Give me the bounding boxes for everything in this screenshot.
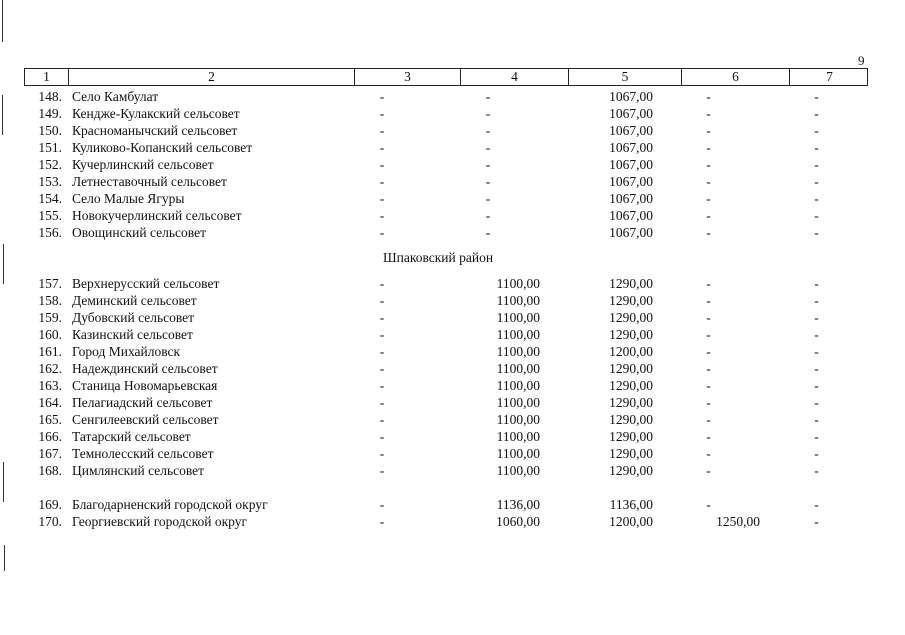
cell-col-7: - — [814, 446, 819, 461]
row-number: 153. — [38, 174, 62, 189]
cell-col-5: 1290,00 — [609, 378, 653, 393]
cell-col-4: - — [485, 123, 491, 138]
cell-col-5: 1067,00 — [609, 208, 653, 223]
row-name: Летнеставочный сельсовет — [72, 174, 227, 189]
cell-col-7: - — [814, 310, 819, 325]
row-number: 159. — [38, 310, 62, 325]
row-name: Село Камбулат — [72, 89, 159, 104]
row-number: 150. — [38, 123, 62, 138]
page-number: 9 — [858, 53, 865, 68]
cell-col-7: - — [814, 140, 819, 155]
row-name: Казинский сельсовет — [72, 327, 193, 342]
row-number: 148. — [38, 89, 62, 104]
cell-col-3: - — [379, 208, 385, 223]
row-name: Верхнерусский сельсовет — [72, 276, 220, 291]
cell-col-5: 1290,00 — [609, 293, 653, 308]
table-row — [0, 462, 905, 479]
cell-col-3: - — [379, 276, 385, 291]
cell-col-5: 1067,00 — [609, 106, 653, 121]
row-spacer — [0, 479, 905, 496]
cell-col-7: - — [814, 327, 819, 342]
column-header-5: 5 — [569, 69, 682, 85]
cell-col-6: - — [706, 378, 711, 393]
cell-col-3: - — [379, 395, 385, 410]
table-body — [0, 88, 905, 530]
table-row — [0, 428, 905, 445]
column-header-4: 4 — [461, 69, 569, 85]
cell-col-4: 1060,00 — [496, 514, 540, 529]
table-row — [0, 224, 905, 241]
column-header-7: 7 — [826, 69, 833, 84]
table-row — [0, 292, 905, 309]
cell-col-6: - — [706, 429, 711, 444]
row-name: Цимлянский сельсовет — [72, 463, 205, 478]
cell-col-7: - — [814, 89, 819, 104]
cell-col-3: - — [379, 123, 385, 138]
cell-col-5: 1290,00 — [609, 310, 653, 325]
row-name: Село Малые Ягуры — [72, 191, 185, 206]
cell-col-7: - — [814, 497, 819, 512]
table-row — [0, 496, 905, 513]
cell-col-3: - — [379, 310, 385, 325]
cell-col-6: - — [706, 327, 711, 342]
cell-col-4: - — [485, 157, 491, 172]
cell-col-4: 1100,00 — [496, 327, 540, 342]
cell-col-5: 1290,00 — [609, 412, 653, 427]
cell-col-7: - — [814, 208, 819, 223]
cell-col-4: - — [485, 225, 491, 240]
scan-mark — [2, 0, 3, 42]
cell-col-5: 1067,00 — [609, 123, 653, 138]
table-row — [0, 207, 905, 224]
cell-col-4: 1100,00 — [496, 463, 540, 478]
row-number: 156. — [38, 225, 62, 240]
cell-col-4: 1100,00 — [496, 310, 540, 325]
row-name: Надеждинский сельсовет — [72, 361, 218, 376]
row-number: 149. — [38, 106, 62, 121]
cell-col-6: - — [706, 497, 711, 512]
cell-col-3: - — [379, 412, 385, 427]
row-number: 155. — [38, 208, 62, 223]
cell-col-3: - — [379, 327, 385, 342]
cell-col-4: - — [485, 140, 491, 155]
table-header — [24, 68, 868, 86]
row-number: 168. — [38, 463, 62, 478]
row-name: Красноманычский сельсовет — [72, 123, 238, 138]
row-name: Пелагиадский сельсовет — [72, 395, 213, 410]
row-name: Куликово-Копанский сельсовет — [72, 140, 253, 155]
row-number: 161. — [38, 344, 62, 359]
cell-col-6: - — [706, 344, 711, 359]
cell-col-5: 1290,00 — [609, 429, 653, 444]
table-row — [0, 445, 905, 462]
cell-col-3: - — [379, 344, 385, 359]
cell-col-5: 1290,00 — [609, 395, 653, 410]
cell-col-3: - — [379, 446, 385, 461]
row-number: 164. — [38, 395, 62, 410]
cell-col-7: - — [814, 412, 819, 427]
cell-col-5: 1067,00 — [609, 89, 653, 104]
table-row — [0, 360, 905, 377]
cell-col-3: - — [379, 463, 385, 478]
cell-col-6: - — [706, 140, 711, 155]
row-name: Деминский сельсовет — [72, 293, 197, 308]
cell-col-7: - — [814, 395, 819, 410]
cell-col-3: - — [379, 140, 385, 155]
cell-col-4: 1100,00 — [496, 446, 540, 461]
cell-col-6: - — [706, 310, 711, 325]
cell-col-6: - — [706, 395, 711, 410]
cell-col-6: - — [706, 106, 711, 121]
cell-col-6: - — [706, 191, 711, 206]
row-number: 154. — [38, 191, 62, 206]
cell-col-6: - — [706, 276, 711, 291]
table-row — [0, 88, 905, 105]
row-number: 151. — [38, 140, 62, 155]
cell-col-7: - — [814, 344, 819, 359]
cell-col-6: - — [706, 157, 711, 172]
row-number: 165. — [38, 412, 62, 427]
cell-col-5: 1290,00 — [609, 463, 653, 478]
cell-col-4: 1100,00 — [496, 344, 540, 359]
cell-col-5: 1290,00 — [609, 327, 653, 342]
cell-col-6: - — [706, 293, 711, 308]
row-number: 163. — [38, 378, 62, 393]
row-name: Город Михайловск — [72, 344, 181, 359]
table-row — [0, 343, 905, 360]
row-name: Кучерлинский сельсовет — [72, 157, 214, 172]
row-name: Дубовский сельсовет — [72, 310, 195, 325]
cell-col-4: 1100,00 — [496, 429, 540, 444]
table-row — [0, 411, 905, 428]
table-row — [0, 190, 905, 207]
column-header-3: 3 — [355, 69, 461, 85]
table-row — [0, 139, 905, 156]
table-row — [0, 105, 905, 122]
cell-col-7: - — [814, 463, 819, 478]
cell-col-6: - — [706, 123, 711, 138]
section-title-text: Шпаковский район — [383, 250, 494, 265]
cell-col-7: - — [814, 361, 819, 376]
table-row — [0, 513, 905, 530]
table-row — [0, 326, 905, 343]
cell-col-6: 1250,00 — [716, 514, 760, 529]
cell-col-4: 1100,00 — [496, 412, 540, 427]
cell-col-6: - — [706, 89, 711, 104]
cell-col-3: - — [379, 174, 385, 189]
cell-col-5: 1067,00 — [609, 174, 653, 189]
cell-col-6: - — [706, 225, 711, 240]
cell-col-3: - — [379, 157, 385, 172]
row-name: Темнолесский сельсовет — [72, 446, 214, 461]
column-header-2: 2 — [69, 69, 355, 85]
section-title — [0, 241, 905, 275]
cell-col-6: - — [706, 208, 711, 223]
row-number: 160. — [38, 327, 62, 342]
cell-col-5: 1067,00 — [609, 157, 653, 172]
cell-col-3: - — [379, 429, 385, 444]
cell-col-6: - — [706, 174, 711, 189]
cell-col-4: 1100,00 — [496, 361, 540, 376]
cell-col-4: 1100,00 — [496, 276, 540, 291]
cell-col-7: - — [814, 174, 819, 189]
cell-col-7: - — [814, 429, 819, 444]
cell-col-3: - — [379, 106, 385, 121]
cell-col-4: 1100,00 — [496, 293, 540, 308]
cell-col-7: - — [814, 225, 819, 240]
row-number: 167. — [38, 446, 62, 461]
row-number: 152. — [38, 157, 62, 172]
cell-col-5: 1290,00 — [609, 361, 653, 376]
table-row — [0, 156, 905, 173]
cell-col-6: - — [706, 446, 711, 461]
table-row — [0, 275, 905, 292]
cell-col-7: - — [814, 157, 819, 172]
row-number: 157. — [38, 276, 62, 291]
row-name: Новокучерлинский сельсовет — [72, 208, 242, 223]
cell-col-7: - — [814, 106, 819, 121]
cell-col-3: - — [379, 89, 385, 104]
cell-col-4: 1136,00 — [496, 497, 540, 512]
cell-col-4: 1100,00 — [496, 378, 540, 393]
column-header-1: 1 — [25, 69, 69, 85]
cell-col-3: - — [379, 293, 385, 308]
cell-col-7: - — [814, 123, 819, 138]
cell-col-4: - — [485, 208, 491, 223]
cell-col-3: - — [379, 497, 385, 512]
row-number: 166. — [38, 429, 62, 444]
column-header-6: 6 — [682, 69, 790, 85]
row-name: Сенгилеевский сельсовет — [72, 412, 219, 427]
table-row — [0, 173, 905, 190]
cell-col-5: 1290,00 — [609, 446, 653, 461]
cell-col-7: - — [814, 378, 819, 393]
cell-col-4: - — [485, 191, 491, 206]
row-number: 169. — [38, 497, 62, 512]
cell-col-5: 1067,00 — [609, 140, 653, 155]
cell-col-4: 1100,00 — [496, 395, 540, 410]
cell-col-5: 1200,00 — [609, 514, 653, 529]
cell-col-7: - — [814, 293, 819, 308]
cell-col-4: - — [485, 174, 491, 189]
cell-col-6: - — [706, 412, 711, 427]
cell-col-3: - — [379, 191, 385, 206]
row-number: 158. — [38, 293, 62, 308]
cell-col-5: 1200,00 — [609, 344, 653, 359]
cell-col-7: - — [814, 191, 819, 206]
cell-col-7: - — [814, 276, 819, 291]
cell-col-6: - — [706, 361, 711, 376]
cell-col-3: - — [379, 378, 385, 393]
cell-col-3: - — [379, 514, 385, 529]
cell-col-5: 1136,00 — [609, 497, 653, 512]
table-row — [0, 309, 905, 326]
row-name: Георгиевский городской округ — [72, 514, 248, 529]
cell-col-5: 1067,00 — [609, 225, 653, 240]
cell-col-5: 1290,00 — [609, 276, 653, 291]
table-row — [0, 122, 905, 139]
row-number: 170. — [38, 514, 62, 529]
scan-mark — [4, 545, 5, 571]
table-row — [0, 377, 905, 394]
cell-col-7: - — [814, 514, 819, 529]
row-name: Овощинский сельсовет — [72, 225, 206, 240]
cell-col-3: - — [379, 225, 385, 240]
cell-col-4: - — [485, 106, 491, 121]
row-name: Станица Новомарьевская — [72, 378, 218, 393]
cell-col-4: - — [485, 89, 491, 104]
row-number: 162. — [38, 361, 62, 376]
cell-col-5: 1067,00 — [609, 191, 653, 206]
row-name: Кендже-Кулакский сельсовет — [72, 106, 240, 121]
cell-col-6: - — [706, 463, 711, 478]
row-name: Татарский сельсовет — [72, 429, 191, 444]
table-row — [0, 394, 905, 411]
cell-col-3: - — [379, 361, 385, 376]
row-name: Благодарненский городской округ — [72, 497, 268, 512]
